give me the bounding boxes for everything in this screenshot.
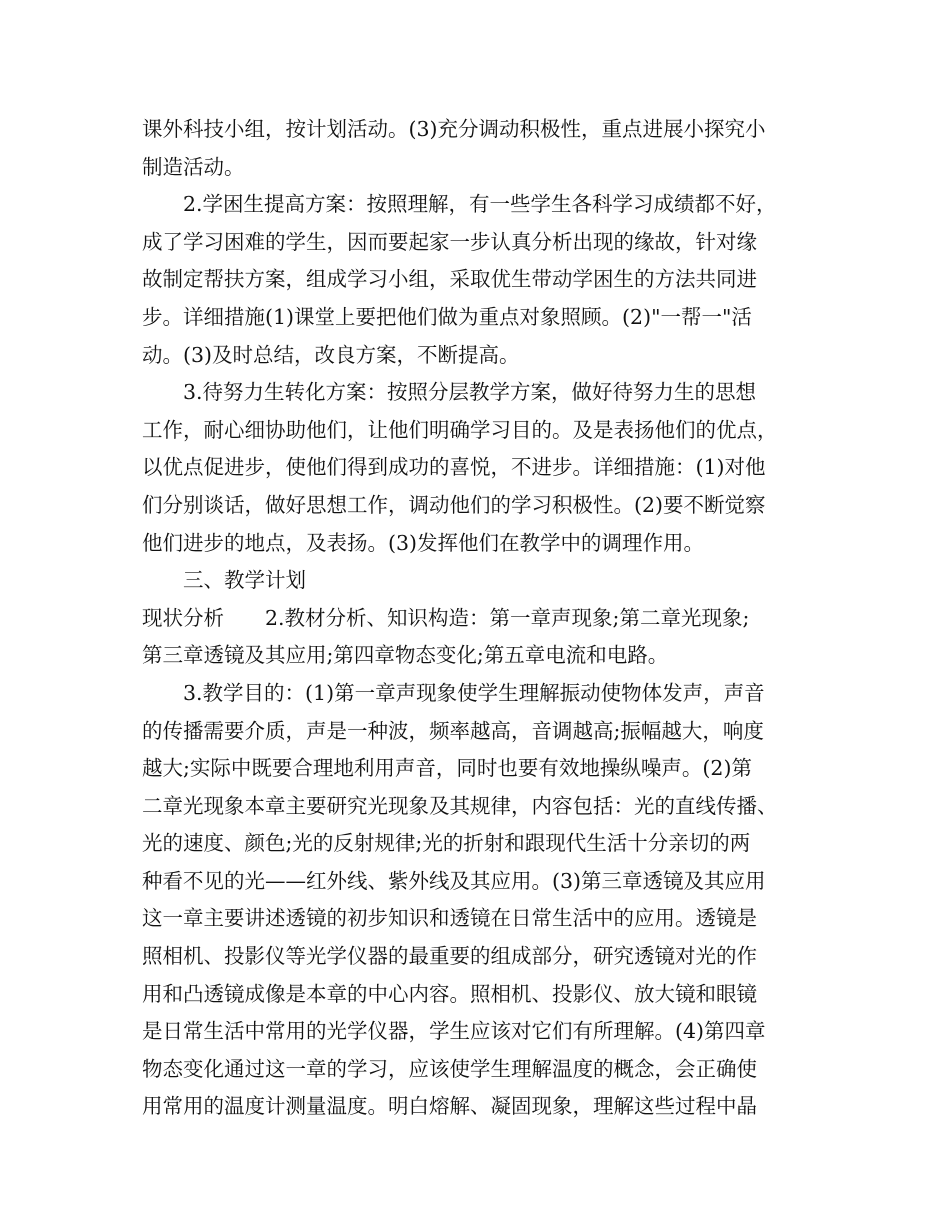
- text-line: 步。详细措施(1)课堂上要把他们做为重点对象照顾。(2)"一帮一"活: [142, 304, 752, 329]
- text-line: 的传播需要介质，声是一种波，频率越高，音调越高;振幅越大，响度: [142, 718, 764, 743]
- text-line: 是日常生活中常用的光学仪器，学生应该对它们有所理解。(4)第四章: [142, 1019, 766, 1044]
- text-line: 课外科技小组，按计划活动。(3)充分调动积极性，重点进展小探究小: [142, 117, 766, 141]
- text-line: 现状分析 2.教材分析、知识构造：第一章声现象;第二章光现象;: [142, 605, 750, 630]
- document-body: [142, 111, 812, 1126]
- text-line: 用和凸透镜成像是本章的中心内容。照相机、投影仪、放大镜和眼镜: [142, 981, 757, 1006]
- text-line: 照相机、投影仪等光学仪器的最重要的组成部分，研究透镜对光的作: [142, 944, 757, 969]
- text-line: 工作，耐心细协助他们，让他们明确学习目的。及是表扬他们的优点，: [142, 417, 778, 442]
- text-line: 制造活动。: [142, 154, 245, 179]
- text-line: 第三章透镜及其应用;第四章物态变化;第五章电流和电路。: [142, 643, 669, 668]
- text-line: 这一章主要讲述透镜的初步知识和透镜在日常生活中的应用。透镜是: [142, 906, 757, 931]
- text-line: 二章光现象本章主要研究光现象及其规律，内容包括：光的直线传播、: [142, 793, 778, 818]
- text-line: 光的速度、颜色;光的反射规律;光的折射和跟现代生活十分亲切的两: [142, 831, 751, 856]
- text-line: 以优点促进步，使他们得到成功的喜悦，不进步。详细措施：(1)对他: [142, 455, 766, 480]
- text-line: 他们进步的地点，及表扬。(3)发挥他们在教学中的调理作用。: [142, 530, 705, 555]
- text-line: 们分别谈话，做好思想工作，调动他们的学习积极性。(2)要不断觉察: [142, 492, 766, 517]
- paragraph-start-line: 3.待努力生转化方案：按照分层教学方案，做好待努力生的思想: [183, 380, 757, 405]
- paragraph-start-line: 2.学困生提高方案：按照理解，有一些学生各科学习成绩都不好，: [183, 192, 777, 217]
- text-line: 种看不见的光——红外线、紫外线及其应用。(3)第三章透镜及其应用: [142, 868, 766, 893]
- section-heading: 三、教学计划: [183, 568, 306, 593]
- text-line: 越大;实际中既要合理地利用声音，同时也要有效地操纵噪声。(2)第: [142, 756, 752, 781]
- text-line: 成了学习困难的学生，因而要起家一步认真分析出现的缘故，针对缘: [142, 229, 757, 254]
- text-line: 故制定帮扶方案，组成学习小组，采取优生带动学困生的方法共同进: [142, 267, 757, 292]
- text-line: 用常用的温度计测量温度。明白熔解、凝固现象，理解这些过程中晶: [142, 1094, 757, 1119]
- text-line: 物态变化通过这一章的学习，应该使学生理解温度的概念，会正确使: [142, 1056, 757, 1081]
- text-line: 动。(3)及时总结，改良方案，不断提高。: [142, 342, 520, 367]
- paragraph-start-line: 3.教学目的：(1)第一章声现象使学生理解振动使物体发声，声音: [183, 680, 765, 705]
